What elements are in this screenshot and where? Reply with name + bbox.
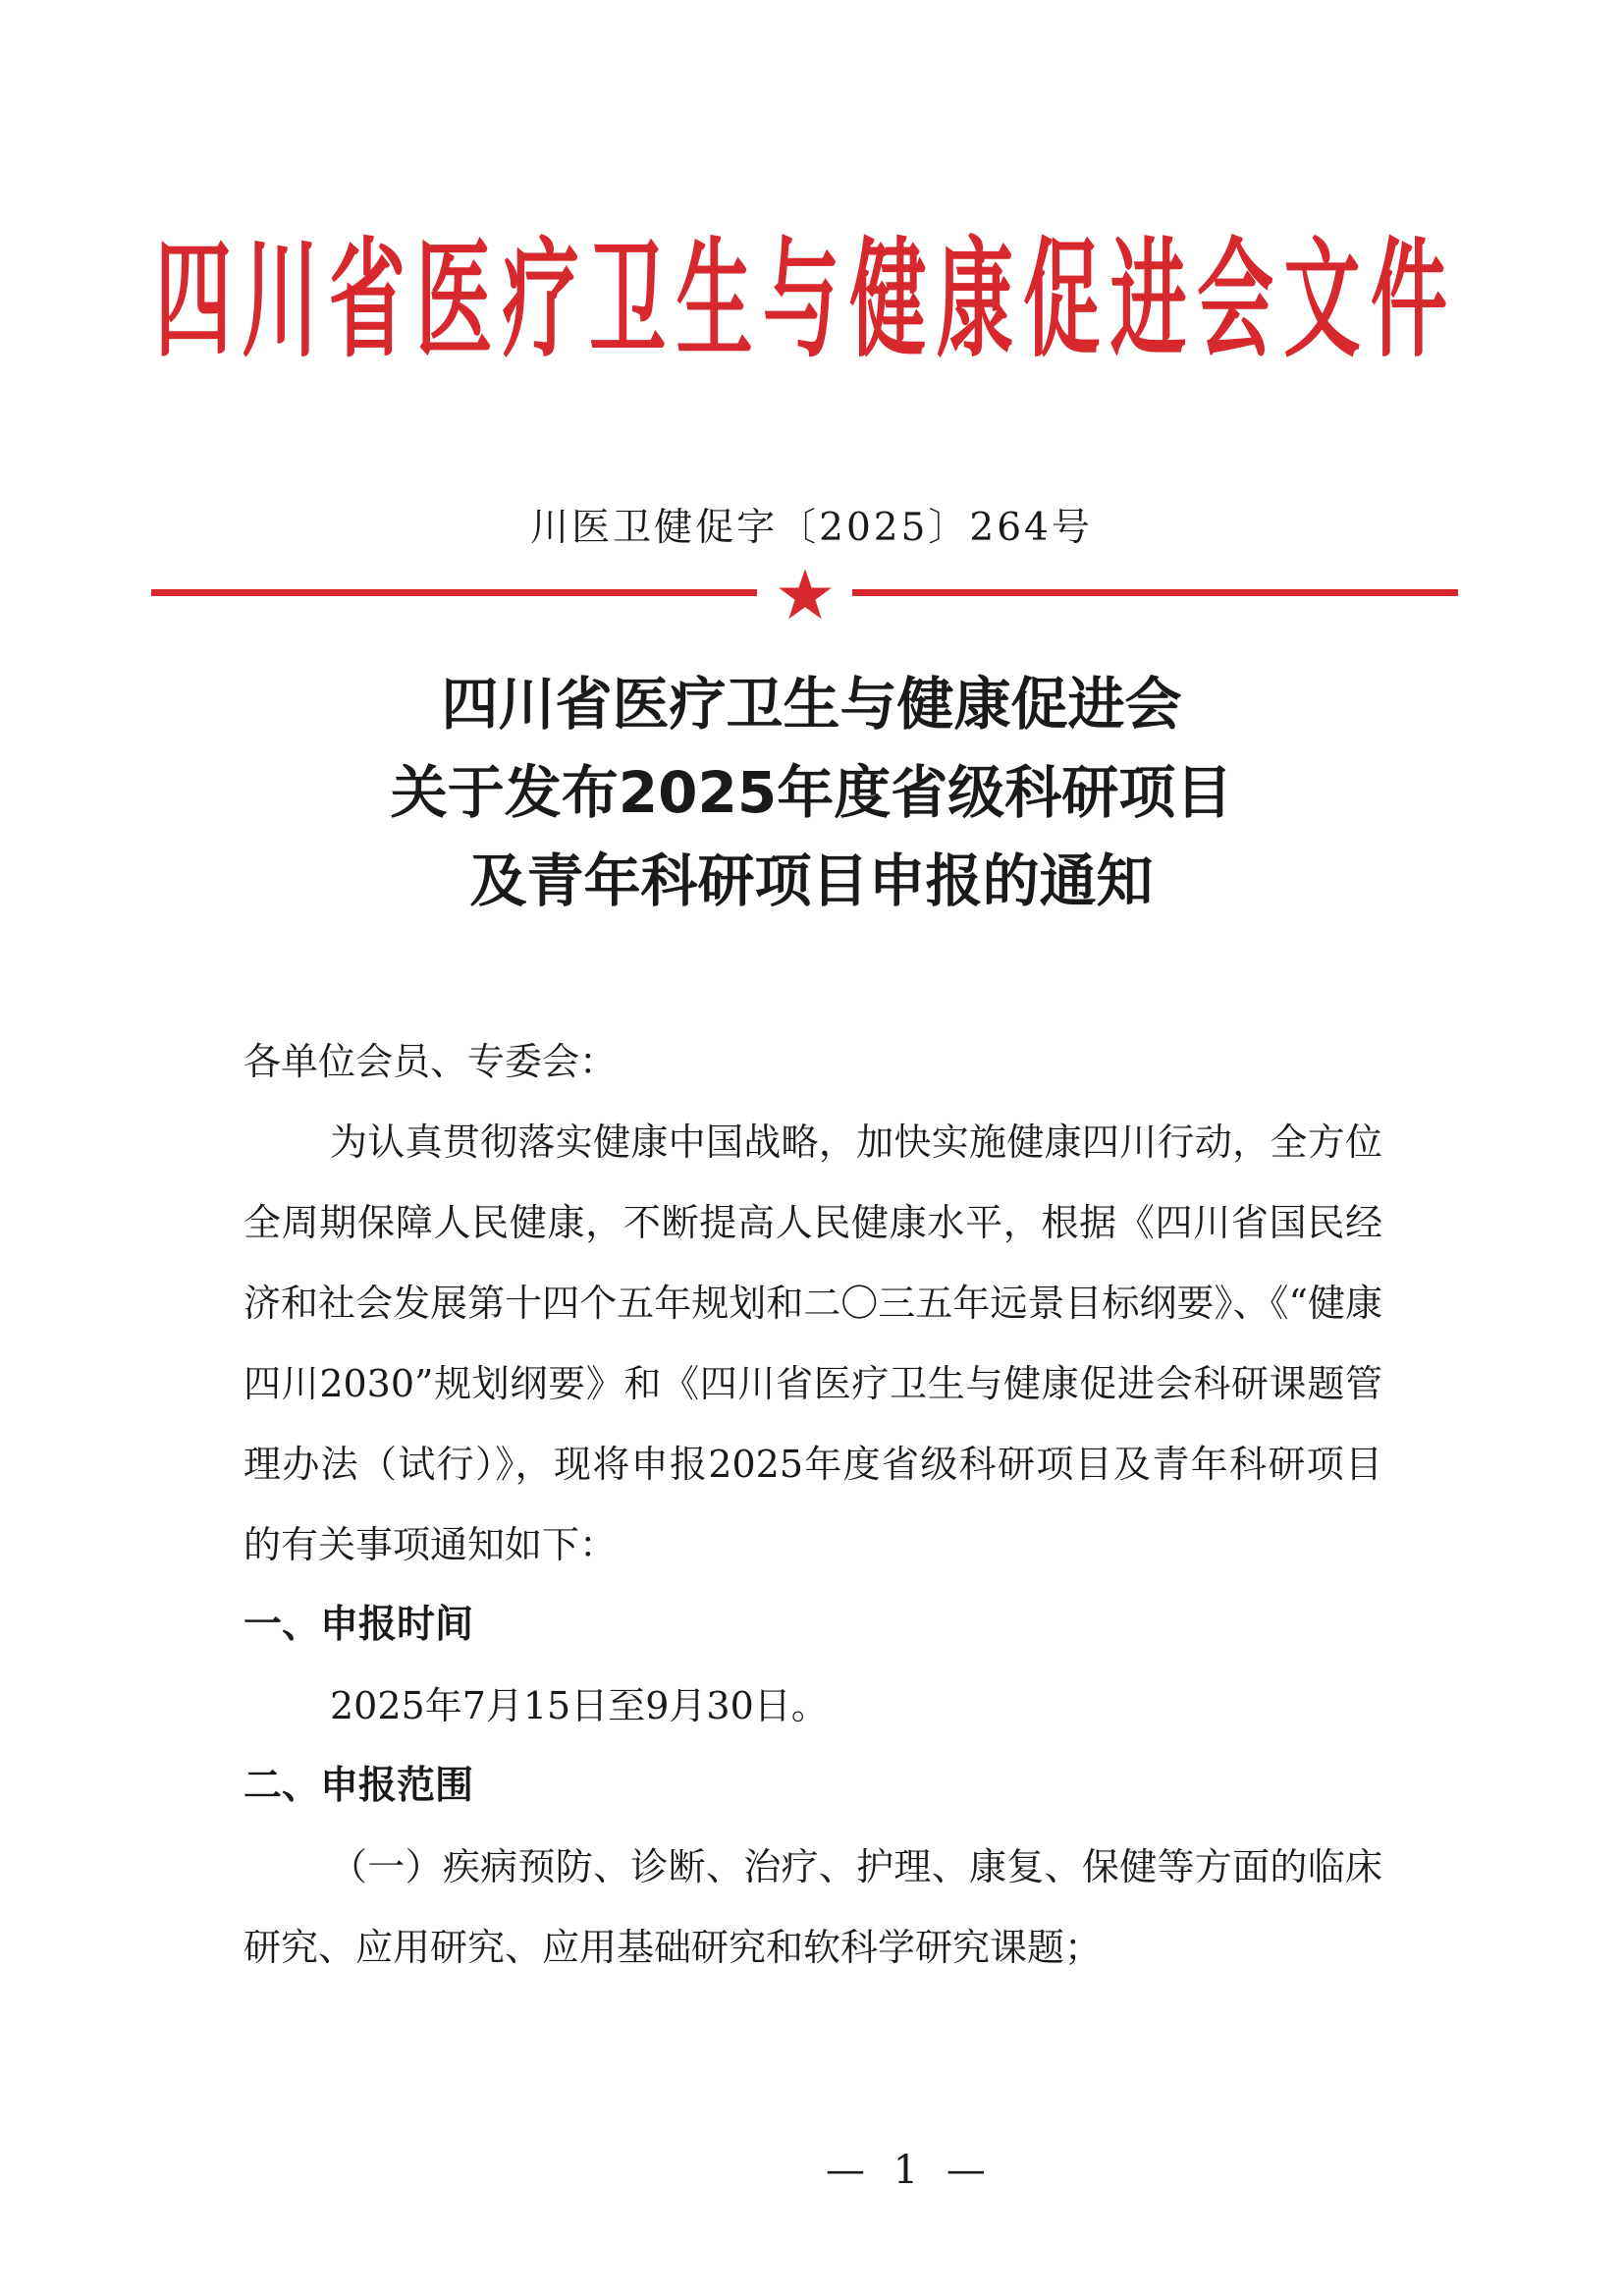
masthead-character: 文 <box>1283 227 1361 376</box>
section-text-time: 2025年7月15日至9月30日。 <box>330 1684 829 1727</box>
masthead-character: 疗 <box>502 227 579 376</box>
intro-paragraph: 为认真贯彻落实健康中国战略，加快实施健康四川行动，全方位全周期保障人民健康，不断提高人民健康水平，根据《四川省国民经济和社会发展第十四个五年规划和二〇三五年远景目标纲要》、《“健康四川2030”规划纲要》和《四川省医疗卫生与健康促进会科研课题管理办法（试行）》，现将申报2025年度省级科研项目及青年科研项目的有关事项通知如下： <box>243 1121 1382 1566</box>
salutation: 各单位会员、专委会： <box>243 1040 618 1083</box>
document-masthead <box>155 228 1447 375</box>
masthead-character: 件 <box>1370 227 1447 376</box>
masthead-character: 医 <box>415 227 493 376</box>
masthead-character: 卫 <box>589 227 667 376</box>
masthead-character: 四 <box>155 227 233 376</box>
masthead-character: 会 <box>1197 227 1274 376</box>
masthead-character: 生 <box>676 227 753 376</box>
title-line: 及青年科研项目申报的通知 <box>469 847 1154 914</box>
masthead-character: 川 <box>242 227 319 376</box>
title-line: 四川省医疗卫生与健康促进会 <box>441 671 1182 738</box>
document-title <box>0 660 1623 925</box>
masthead-character: 康 <box>936 227 1013 376</box>
section-text-scope: （一）疾病预防、诊断、治疗、护理、康复、保健等方面的临床研究、应用研究、应用基础研究和软科学研究课题； <box>243 1845 1382 1969</box>
page-number: — 1 — <box>826 2148 994 2193</box>
title-line: 关于发布2025年度省级科研项目 <box>390 759 1233 826</box>
masthead-character: 健 <box>849 227 927 376</box>
red-star-icon <box>778 568 833 621</box>
masthead-character: 促 <box>1023 227 1101 376</box>
document-number: 川医卫健促字〔2025〕264号 <box>530 506 1093 550</box>
section-heading-time: 一、申报时间 <box>243 1603 474 1647</box>
section-heading-scope: 二、申报范围 <box>243 1764 474 1808</box>
separator-line-right <box>852 589 1458 596</box>
masthead-character: 与 <box>762 227 839 376</box>
separator-line-left <box>151 589 757 596</box>
masthead-character: 进 <box>1109 227 1187 376</box>
masthead-character: 省 <box>328 227 406 376</box>
document-body <box>243 1021 1382 1988</box>
